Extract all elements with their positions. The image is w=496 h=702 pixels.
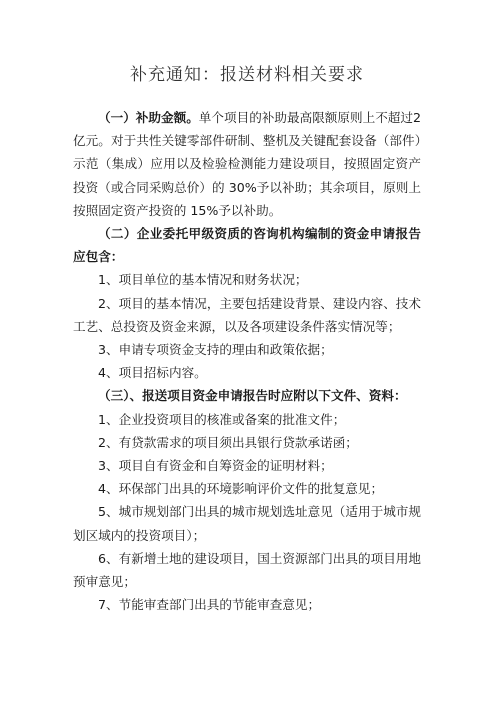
section-1-heading: （一）补助金额。 xyxy=(98,110,199,125)
document-body xyxy=(73,106,421,616)
section-2-item-4: 4、项目招标内容。 xyxy=(98,365,207,381)
document-title: 补充通知：报送材料相关要求 xyxy=(130,65,364,85)
section-2-heading: （二）企业委托甲级资质的咨询机构编制的资金申请报告应包含： xyxy=(73,226,421,265)
section-3-item-4: 4、环保部门出具的环境影响评价文件的批复意见； xyxy=(98,481,384,497)
section-3-item-6: 6、有新增土地的建设项目，国土资源部门出具的项目用地预审意见； xyxy=(73,550,421,590)
section-1-paragraph xyxy=(73,106,421,222)
section-3-heading: （三）、报送项目资金申请报告时应附以下文件、资料： xyxy=(98,388,407,404)
section-2-item-3: 3、申请专项资金支持的理由和政策依据； xyxy=(98,342,333,358)
section-2-item-2: 2、项目的基本情况，主要包括建设背景、建设内容、技术工艺、总投资及资金来源，以及各项建设条件落实情况等； xyxy=(73,295,421,334)
section-2-item-1: 1、项目单位的基本情况和财务状况； xyxy=(98,272,308,288)
section-3-item-3: 3、项目自有资金和自筹资金的证明材料； xyxy=(98,458,333,474)
section-3-item-1: 1、企业投资项目的核准或备案的批准文件； xyxy=(98,411,346,427)
section-3-item-5: 5、城市规划部门出具的城市规划选址意见（适用于城市规划区域内的投资项目）； xyxy=(73,504,421,543)
section-1-text: 单个项目的补助最高限额原则上不超过2亿元。对于共性关键零部件研制、整机及关键配套设备（部件）示范（集成）应用以及检验检测能力建设项目，按照固定资产投资（或合同采购总价）的 30%予以补助；其余项目，原则上按照固定资产投资的 15%予以补助。 xyxy=(73,110,421,218)
section-3-item-2: 2、有贷款需求的项目须出具银行贷款承诺函； xyxy=(98,434,358,450)
section-3-item-7: 7、节能审查部门出具的节能审查意见； xyxy=(98,597,321,613)
